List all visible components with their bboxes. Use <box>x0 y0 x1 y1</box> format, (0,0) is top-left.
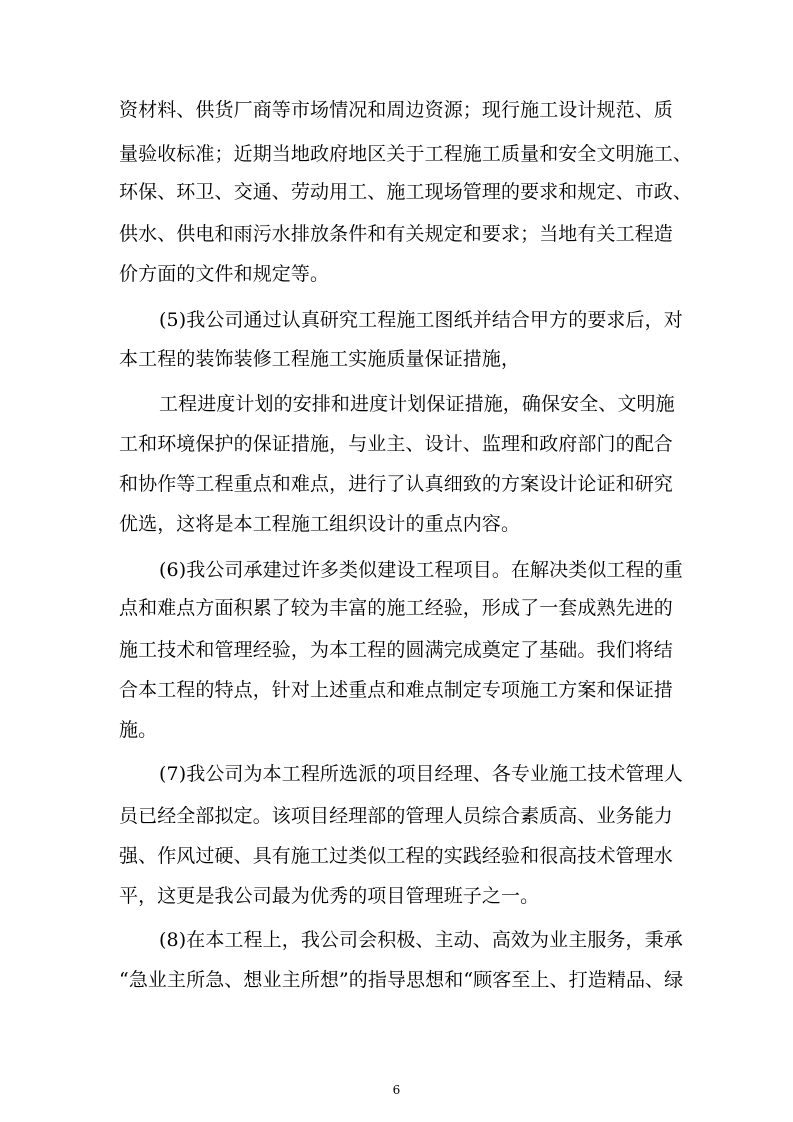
text-line-10: 和协作等工程重点和难点，进行了认真细致的方案设计论证和研究 <box>119 473 673 495</box>
text-line-13: 点和难点方面积累了较为丰富的施工经验，形成了一套成熟先进的 <box>119 597 673 619</box>
text-line-4: 供水、供电和雨污水排放条件和有关规定和要求；当地有关工程造 <box>119 223 673 245</box>
text-line-19: 强、作风过硬、具有施工过类似工程的实践经验和很高技术管理水 <box>119 845 673 867</box>
text-line-6: (5)我公司通过认真研究工程施工图纸并结合甲方的要求后，对 <box>159 309 683 331</box>
text-line-20: 平，这更是我公司最为优秀的项目管理班子之一。 <box>119 885 540 907</box>
text-line-7: 本工程的装饰装修工程施工实施质量保证措施， <box>119 348 521 370</box>
text-line-11: 优选，这将是本工程施工组织设计的重点内容。 <box>119 513 521 535</box>
text-line-16: 施。 <box>119 719 158 741</box>
text-line-15: 合本工程的特点，针对上述重点和难点制定专项施工方案和保证措 <box>119 679 673 701</box>
text-line-22: “急业主所急、想业主所想”的指导思想和“顾客至上、打造精品、绿 <box>119 969 684 991</box>
text-line-3: 环保、环卫、交通、劳动用工、施工现场管理的要求和规定、市政、 <box>119 181 693 203</box>
text-line-21: (8)在本工程上，我公司会积极、主动、高效为业主服务，秉承 <box>159 929 683 951</box>
text-line-8: 工程进度计划的安排和进度计划保证措施，确保安全、文明施 <box>159 393 675 415</box>
text-line-5: 价方面的文件和规定等。 <box>119 263 330 285</box>
text-line-12: (6)我公司承建过许多类似建设工程项目。在解决类似工程的重 <box>159 559 683 581</box>
text-line-1: 资材料、供货厂商等市场情况和周边资源；现行施工设计规范、质 <box>119 99 673 121</box>
text-line-17: (7)我公司为本工程所选派的项目经理、各专业施工技术管理人 <box>159 763 683 785</box>
page-number: 6 <box>392 1083 401 1097</box>
text-line-18: 员已经全部拟定。该项目经理部的管理人员综合素质高、业务能力 <box>119 805 673 827</box>
text-line-2: 量验收标准；近期当地政府地区关于工程施工质量和安全文明施工、 <box>119 143 693 165</box>
text-line-14: 施工技术和管理经验，为本工程的圆满完成奠定了基础。我们将结 <box>119 639 673 661</box>
text-line-9: 工和环境保护的保证措施，与业主、设计、监理和政府部门的配合 <box>119 433 673 455</box>
